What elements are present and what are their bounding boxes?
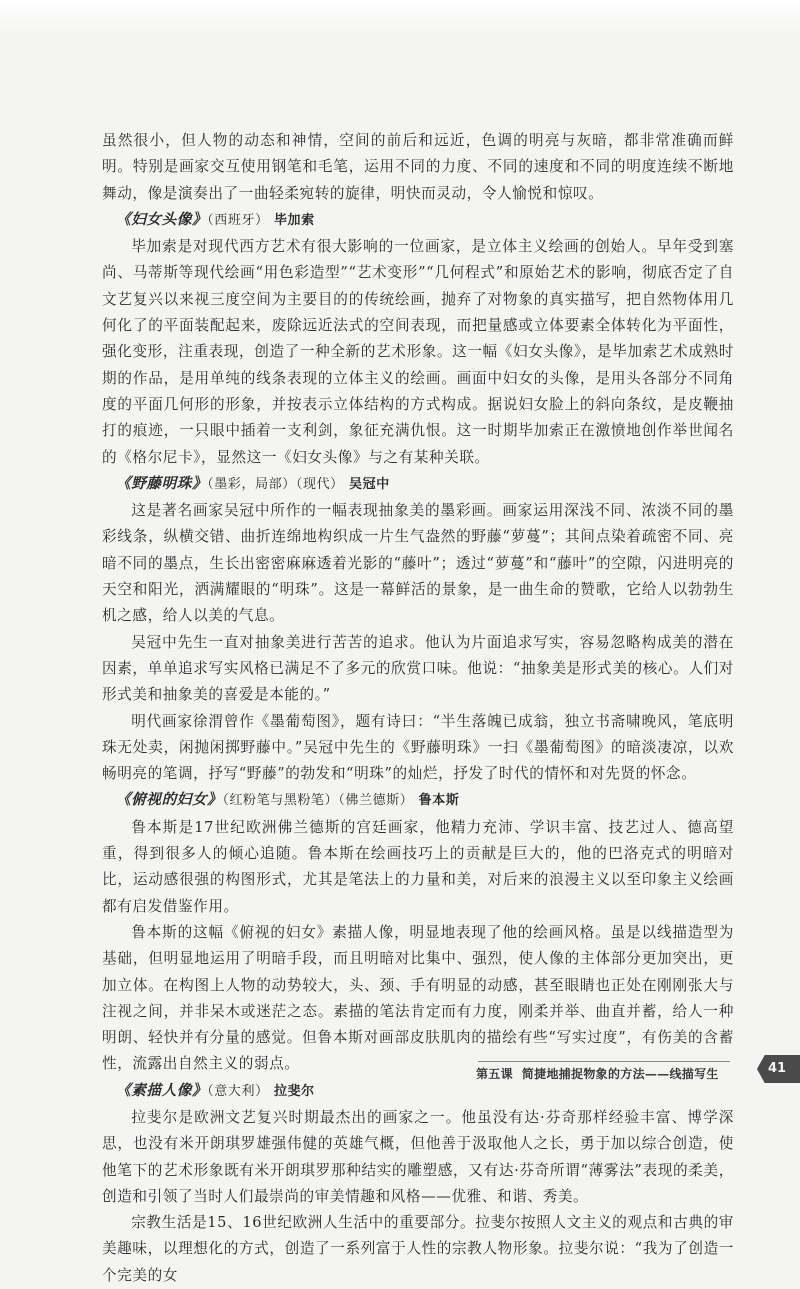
artwork-artist: 拉斐尔 (273, 1083, 315, 1099)
paragraph-rubens-2: 鲁本斯的这幅《俯视的妇女》素描人像，明显地表现了他的绘画风格。虽是以线描造型为基础，但明显地运用了明暗手段，而且明暗对比集中、强烈，使人像的主体部分更加突出，更加立体。在构图上人物的动势较大，头、颈、手有明显的动感，甚至眼睛也正处在刚刚张大与注视之间，并非呆木或迷茫之态。素描的笔法肯定而有力度，刚柔并举、曲直并蓄，给人一种明朗、轻快并有分量的感觉。但鲁本斯对画部皮肤肌肉的描绘有些“写实过度”，有伤美的含蓄性，流露出自然主义的弱点。 (102, 923, 734, 1073)
paragraph-wu-1: 这是著名画家吴冠中所作的一幅表现抽象美的墨彩画。画家运用深浅不同、浓淡不同的墨彩线条，纵横交错、曲折连绵地构织成一片生气盎然的野藤“萝蔓”；其间点染着疏密不同、亮暗不同的墨点，生长出密密麻麻透着光影的“藤叶”；透过“萝蔓”和“藤叶”的空隙，闪进明亮的天空和阳光，洒满耀眼的“明珠”。这是一幕鲜活的景象，是一曲生命的赞歌，它给人以勃勃生机之感，给人以美的气息。 (102, 502, 734, 625)
paragraph-raphael-2: 宗教生活是15、16世纪欧洲人生活中的重要部分。拉斐尔按照人文主义的观点和古典的审美趣味，以理想化的方式，创造了一系列富于人性的宗教人物形象。拉斐尔说：“我为了创造一个完美的女 (102, 1214, 734, 1284)
paragraph-rubens-1: 鲁本斯是17世纪欧洲佛兰德斯的宫廷画家，他精力充沛、学识丰富、技艺过人、德高望重，得到很多人的倾心追随。鲁本斯在绘画技巧上的贡献是巨大的，他的巴洛克式的明暗对比，运动感很强的构图形式，尤其是笔法上的力量和美，对后来的浪漫主义以至印象主义绘画都有启发借鉴作用。 (102, 818, 734, 915)
artwork-artist: 吴冠中 (349, 476, 390, 492)
paragraph-picasso: 毕加索是对现代西方艺术有很大影响的一位画家，是立体主义绘画的创始人。早年受到塞尚、马蒂斯等现代绘画“用色彩造型”“艺术变形”“几何程式”和原始艺术的影响，彻底否定了自文艺复兴以来视三度空间为主要目的的传统绘画，抛弃了对物象的真实描写，把自然物体用几何化了的平面装配起来，废除远近法式的空间表现，而把量感或立体要素全体转化为平面性，强化变形，注重表现，创造了一种全新的艺术形象。这一幅《妇女头像》，是毕加索艺术成熟时期的作品，是用单纯的线条表现的立体主义的绘画。画面中妇女的头像，是用头各部分不同角度的平面几何形的形象，并按表示立体结构的方式构成。据说妇女脸上的斜向条纹，是皮鞭抽打的痕迹，一只眼中插着一支利剑，象征充满仇恨。这一时期毕加索正在激愤地创作举世闻名的《格尔尼卡》，显然这一《妇女头像》与之有某种关联。 (102, 238, 734, 466)
artwork-medium: （西班牙） (207, 212, 269, 228)
paragraph-continued: 虽然很小，但人物的动态和神情，空间的前后和远近，色调的明亮与灰暗，都非常准确而鲜明。特别是画家交互使用钢笔和毛笔，运用不同的力度、不同的速度和不同的明度连续不断地舞动，像是演奏出了一曲轻柔宛转的旋律，明快而灵动，令人愉悦和惊叹。 (102, 132, 734, 202)
artwork-title: 《妇女头像》 (116, 210, 208, 228)
artwork-heading-picasso (102, 207, 734, 234)
artwork-medium: （墨彩，局部）（现代） (207, 476, 344, 492)
running-footer (476, 1065, 738, 1082)
footer-title: 简捷地捕捉物象的方法——线描写生 (521, 1067, 719, 1081)
artwork-title: 《素描人像》 (116, 1081, 208, 1099)
artwork-title: 《俯视的妇女》 (116, 791, 223, 809)
artwork-medium: （意大利） (207, 1083, 269, 1099)
artwork-artist: 鲁本斯 (418, 793, 460, 809)
footer-rule (478, 1061, 730, 1062)
body-text (102, 128, 734, 1289)
artwork-heading-wu-guanzhong (102, 471, 734, 498)
paragraph-wu-3: 明代画家徐渭曾作《墨葡萄图》，题有诗曰：“半生落魄已成翁，独立书斋啸晚风，笔底明珠无处卖，闲抛闲掷野藤中。”吴冠中先生的《野藤明珠》一扫《墨葡萄图》的暗淡凄凉，以欢畅明亮的笔调，抒写“野藤”的勃发和“明珠”的灿烂，抒发了时代的情怀和对先贤的怀念。 (102, 712, 734, 783)
artwork-heading-rubens (102, 787, 734, 814)
artwork-title: 《野藤明珠》 (116, 474, 208, 492)
page-number: 41 (768, 1061, 787, 1076)
paragraph-raphael-1: 拉斐尔是欧洲文艺复兴时期最杰出的画家之一。他虽没有达·芬奇那样经验丰富、博学深思，也没有米开朗琪罗雄强伟健的英雄气概，但他善于汲取他人之长，勇于加以综合创造，使他笔下的艺术形象既有米开朗琪罗那种结实的雕塑感，又有达·芬奇所谓“薄雾法”表现的柔美，创造和引领了当时人们最崇尚的审美情趣和风格——优雅、和谐、秀美。 (102, 1108, 734, 1205)
artwork-artist: 毕加索 (273, 212, 315, 228)
artwork-medium: （红粉笔与黑粉笔）（佛兰德斯） (222, 793, 414, 809)
footer-lesson: 第五课 (476, 1067, 513, 1081)
paragraph-wu-2: 吴冠中先生一直对抽象美进行苦苦的追求。他认为片面追求写实，容易忽略构成美的潜在因素，单单追求写实风格已满足不了多元的欣赏口味。他说：“抽象美是形式美的核心。人们对形式美和抽象美的喜爱是本能的。” (102, 633, 734, 704)
